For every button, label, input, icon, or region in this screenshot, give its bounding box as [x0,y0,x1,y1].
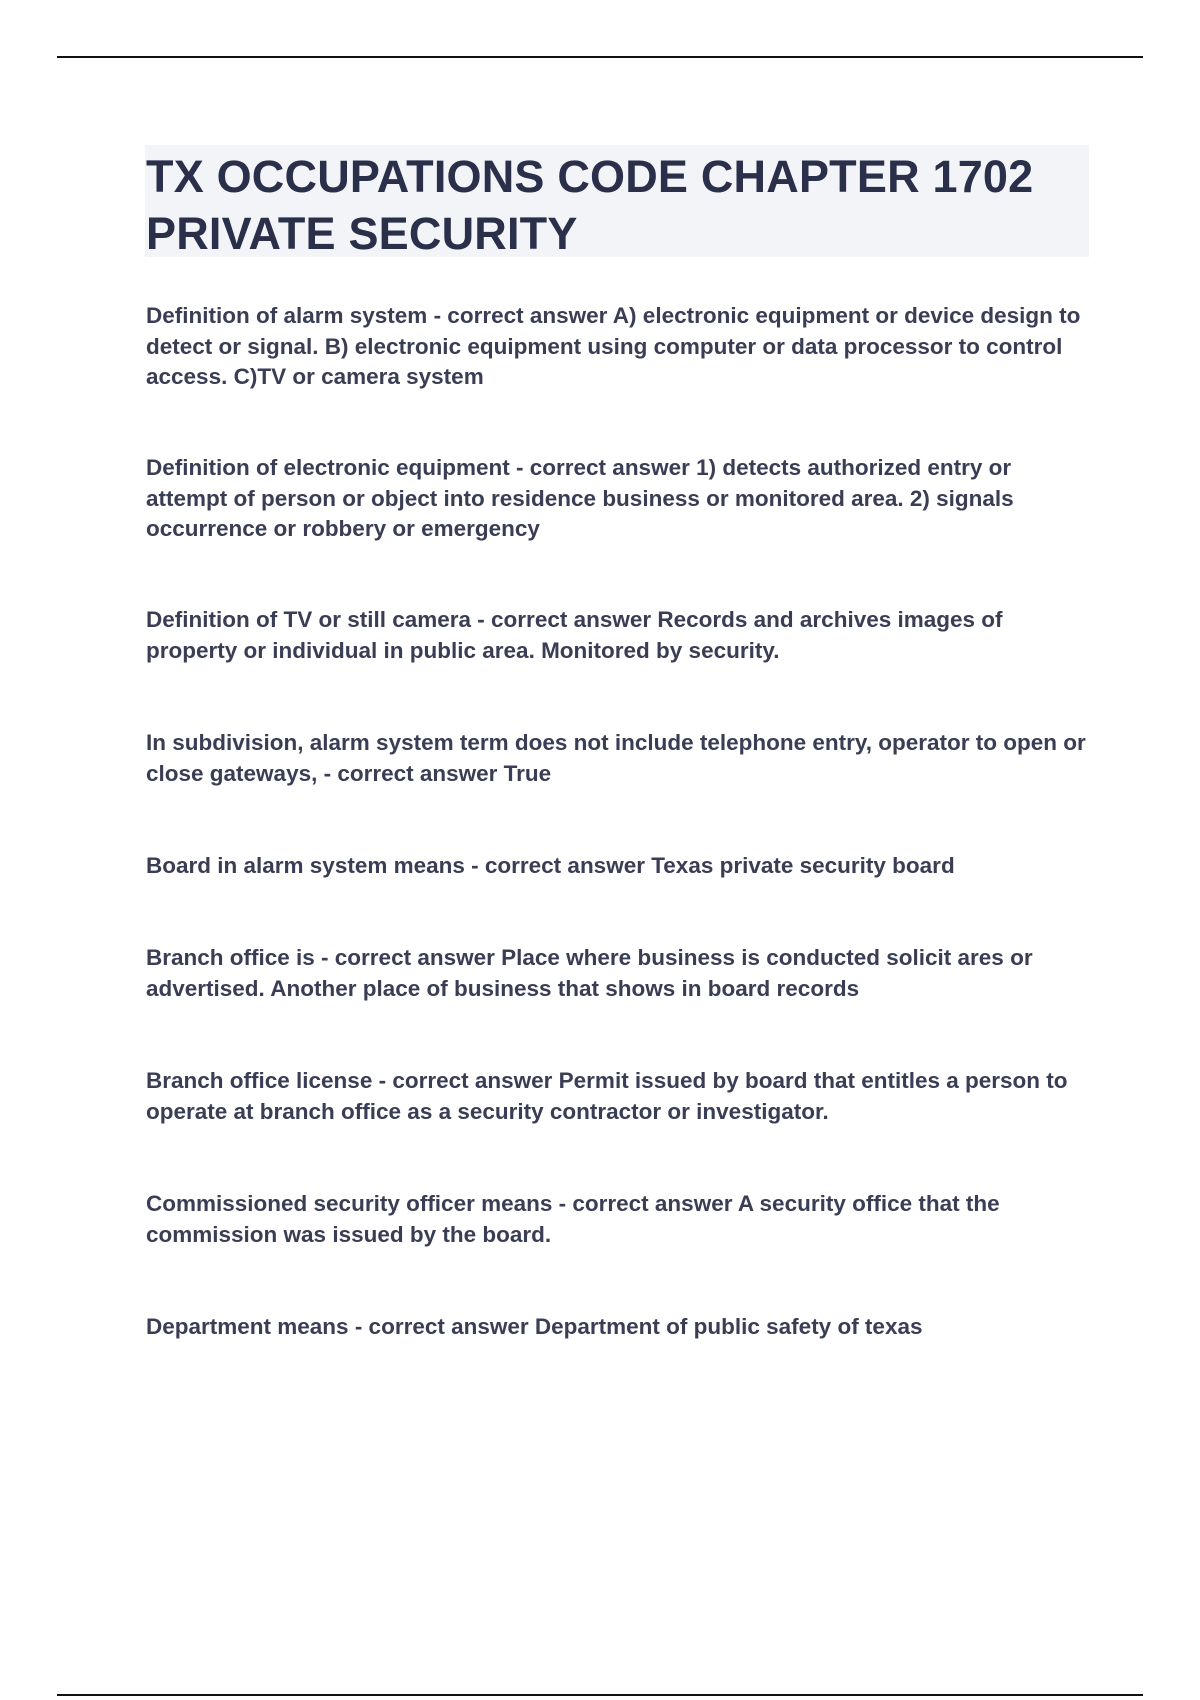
qa-entry-branch-office-license: Branch office license - correct answer Permit issued by board that entitles a person to operate at branch office as a security contractor or investigator. [146,1068,1068,1124]
qa-entry-alarm-system: Definition of alarm system - correct answer A) electronic equipment or device design to detect or signal. B) electronic equipment using computer or data processor to control access. C)TV or camera system [146,303,1081,389]
qa-entry-commissioned-officer: Commissioned security officer means - correct answer A security office that the commission was issued by the board. [146,1191,1000,1247]
qa-entry-branch-office: Branch office is - correct answer Place where business is conducted solicit ares or advertised. Another place of business that shows in board records [146,945,1033,1001]
qa-entry-electronic-equipment: Definition of electronic equipment - correct answer 1) detects authorized entry or attempt of person or object into residence business or monitored area. 2) signals occurrence or robbery or emergency [146,455,1014,541]
qa-entry-department: Department means - correct answer Department of public safety of texas [146,1314,923,1339]
bottom-rule [57,1694,1143,1696]
document-title: TX OCCUPATIONS CODE CHAPTER 1702 PRIVATE SECURITY [146,151,1034,259]
qa-entry-subdivision: In subdivision, alarm system term does not include telephone entry, operator to open or close gateways, - correct answer True [146,730,1086,786]
qa-entry-tv-still-camera: Definition of TV or still camera - correct answer Records and archives images of property or individual in public area. Monitored by security. [146,607,1003,663]
qa-entry-board: Board in alarm system means - correct answer Texas private security board [146,853,955,878]
top-rule [57,56,1143,58]
